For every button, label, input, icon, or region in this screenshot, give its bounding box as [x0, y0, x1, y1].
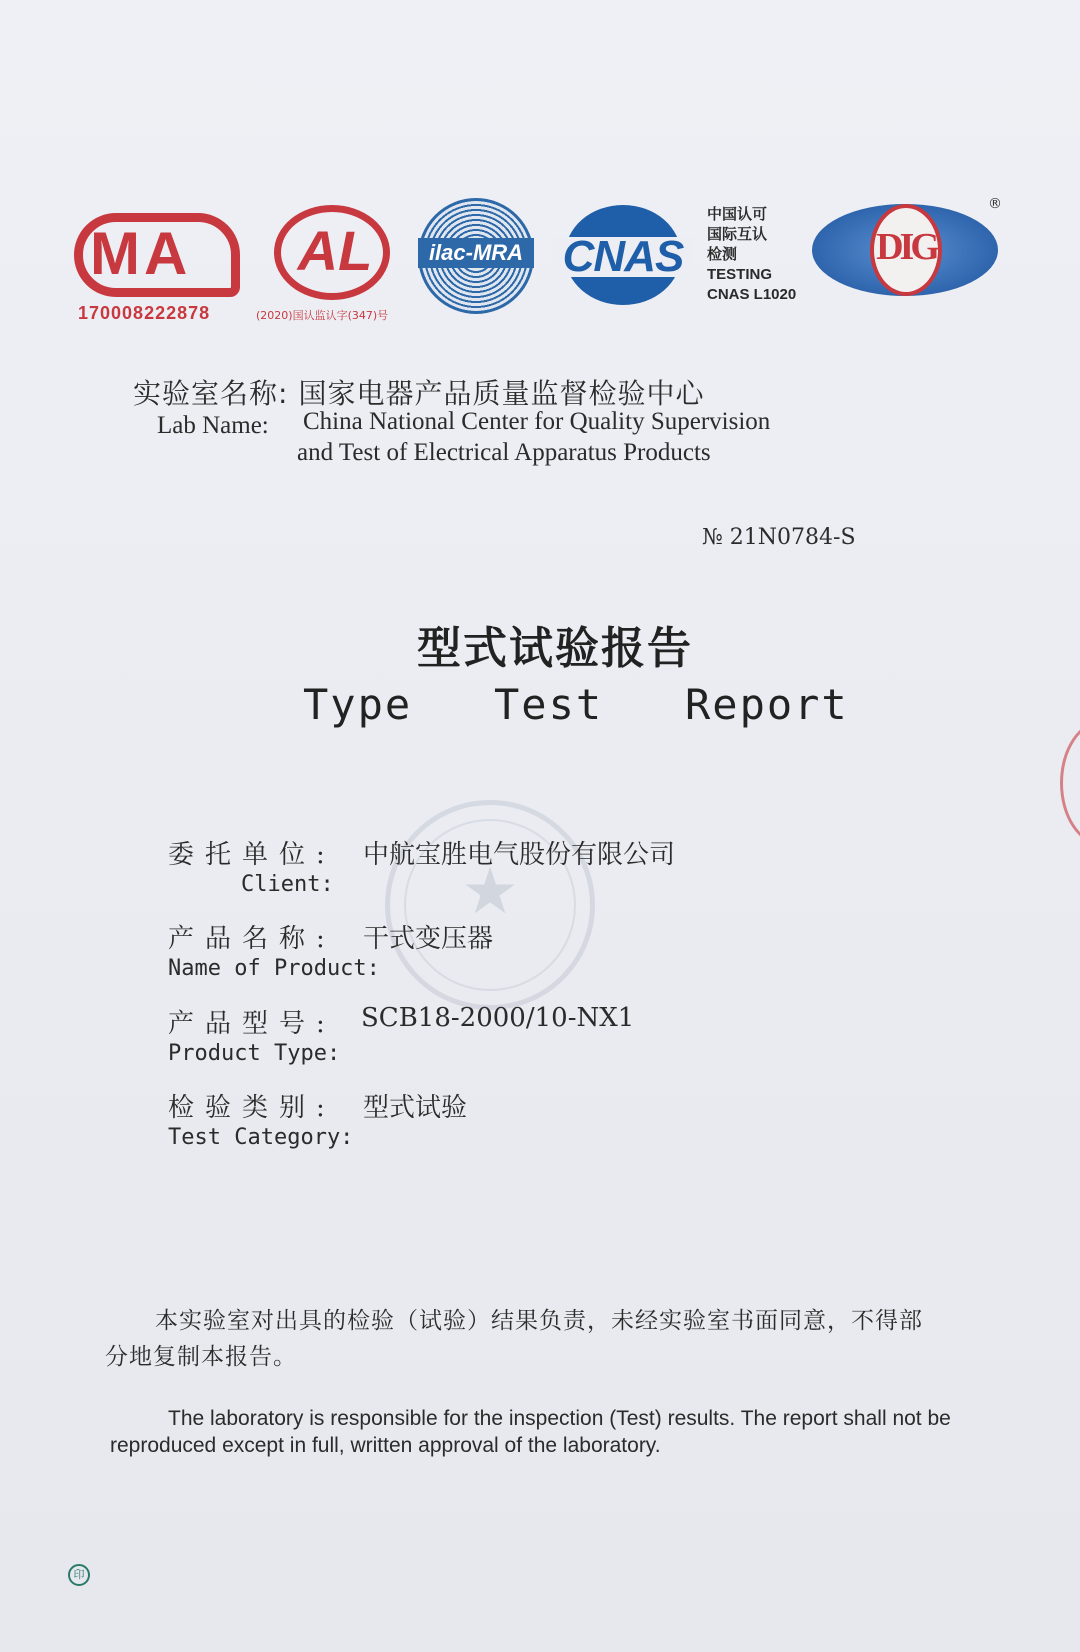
report-title-en: Type Test Report: [303, 680, 849, 729]
cnas-side-line: TESTING: [707, 266, 773, 283]
field-product-name: [168, 918, 494, 981]
field-label-en: Test Category:: [168, 1125, 354, 1150]
cma-logo: [72, 205, 247, 325]
disclaimer-cn: 本实验室对出具的检验（试验）结果负责，未经实验室书面同意，不得部分地复制本报告。: [105, 1308, 923, 1370]
lab-value-en-line1: China National Center for Quality Supervision: [303, 408, 771, 435]
star-icon: ★: [461, 855, 519, 929]
cnas-accreditation-text: [707, 205, 817, 305]
field-value: 型式试验: [363, 1093, 468, 1123]
lab-value-en: [297, 406, 823, 468]
print-mark-icon: 印: [68, 1564, 90, 1586]
disclaimer-en: The laboratory is responsible for the inspection (Test) results. The report shall not be reproduced except in full, written approval of the laboratory.: [110, 1407, 951, 1457]
cal-logo-text: AL: [297, 219, 373, 282]
cnas-side-line: 国际互认: [707, 226, 768, 243]
field-label-cn: 检验类别:: [168, 1093, 336, 1123]
cma-logo-text: MA: [90, 220, 192, 287]
field-value: 干式变压器: [363, 924, 494, 954]
ilac-logo-text: ilac-MRA: [418, 238, 534, 268]
cma-number: 170008222878: [78, 303, 211, 323]
lab-label-en: Lab Name:: [157, 412, 269, 439]
field-value: SCB18-2000/10-NX1: [361, 1003, 635, 1033]
ilac-mra-logo: [418, 198, 538, 322]
report-title-cn: 型式试验报告: [417, 623, 693, 674]
field-label-en: Client:: [241, 872, 334, 897]
certification-globe-logo: [812, 196, 1002, 300]
cnas-side-line: 检测: [707, 246, 738, 263]
lab-value-en-line2: and Test of Electrical Apparatus Products: [297, 439, 711, 466]
field-label-cn: 委托单位:: [168, 840, 336, 870]
cnas-logo-text: CNAS: [562, 232, 684, 281]
cnas-side-line: 中国认可: [707, 206, 768, 223]
cnas-logo: [553, 205, 693, 310]
cal-number: (2020)国认监认字(347)号: [256, 309, 389, 322]
field-value: 中航宝胜电气股份有限公司: [363, 840, 676, 870]
field-label-cn: 产品型号:: [168, 1009, 336, 1039]
cnas-side-line: CNAS L1020: [707, 286, 797, 303]
registered-mark: ®: [988, 196, 1002, 212]
globe-emblem-letters: DIG: [876, 226, 936, 268]
embossed-seal: [385, 800, 595, 1010]
report-number: № 21N0784-S: [702, 525, 856, 550]
field-label-en: Name of Product:: [168, 956, 380, 981]
field-test-category: [168, 1087, 468, 1150]
field-client: [168, 834, 676, 897]
field-label-en: Product Type:: [168, 1041, 341, 1066]
edge-stamp-fragment: [1060, 720, 1080, 846]
field-label-cn: 产品名称:: [168, 924, 336, 954]
cal-logo: [256, 205, 420, 325]
field-product-type: [168, 1003, 635, 1066]
lab-label-cn: 实验室名称:: [133, 377, 289, 410]
lab-value-cn: 国家电器产品质量监督检验中心: [298, 377, 705, 410]
